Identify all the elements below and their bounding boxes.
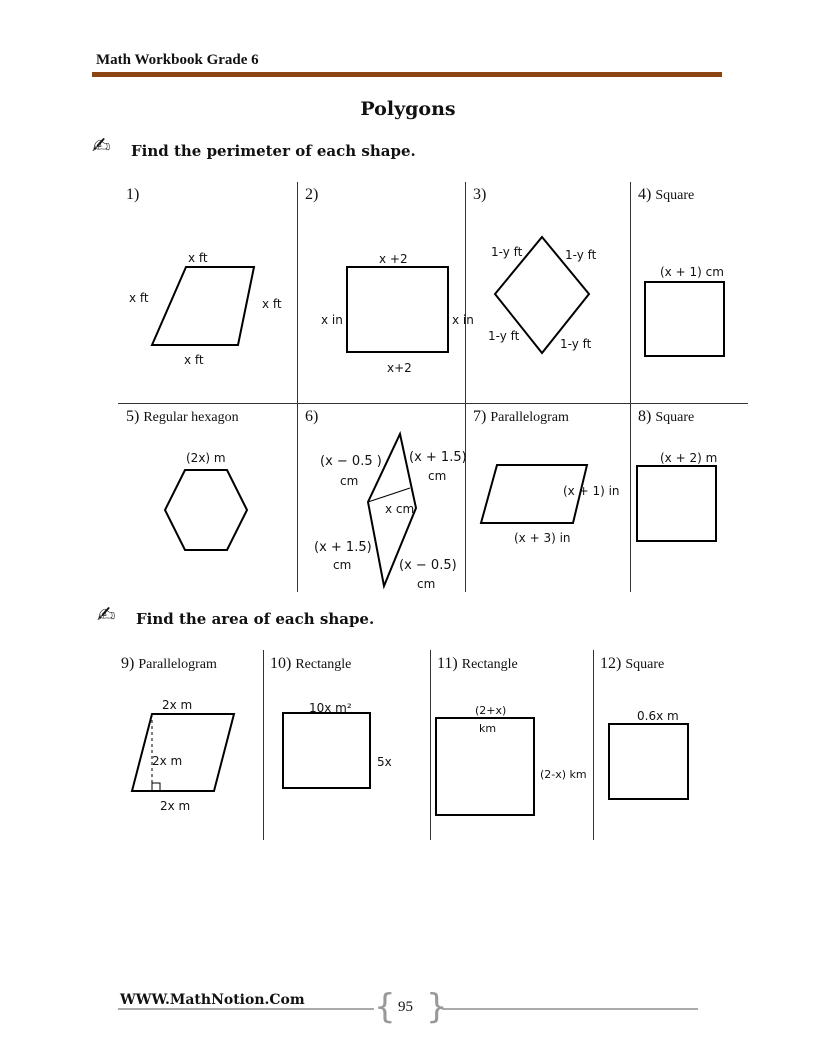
problem-6-label: 6): [305, 408, 319, 425]
grid-divider: [118, 403, 748, 404]
grid-divider: [593, 650, 594, 840]
problem-10-label: 10) Rectangle: [270, 655, 352, 672]
side-label: (x + 1.5): [409, 450, 467, 465]
side-label: 1-y ft: [488, 329, 520, 343]
side-label: cm: [340, 474, 359, 488]
side-label: (2x) m: [186, 451, 226, 465]
side-label: (x + 3) in: [514, 531, 571, 545]
side-label: x ft: [184, 353, 204, 367]
side-label: 2x m: [160, 799, 191, 813]
side-label: 2x m: [162, 698, 193, 712]
side-label: (x − 0.5): [399, 558, 457, 573]
grid-divider: [297, 182, 298, 592]
grid-divider: [263, 650, 264, 840]
side-label: (2+x): [475, 704, 507, 717]
square-shape: [608, 723, 690, 801]
side-label: (x + 1.5): [314, 540, 372, 555]
problem-11-label: 11) Rectangle: [437, 655, 518, 672]
side-label: (x − 0.5 ): [320, 454, 382, 469]
side-label: cm: [333, 558, 352, 572]
workbook-title: Math Workbook Grade 6: [96, 52, 259, 68]
rectangle-shape: [346, 266, 450, 354]
side-label: km: [479, 722, 497, 735]
side-label: cm: [428, 469, 447, 483]
side-label: (x + 1) cm: [660, 265, 724, 279]
pencil-writing-icon: ✍: [97, 603, 116, 628]
page-title: Polygons: [360, 98, 456, 120]
grid-divider: [630, 182, 631, 592]
rhombus-shape: [150, 265, 256, 347]
problem-4-label: 4) Square: [638, 186, 695, 203]
problem-5-label: 5) Regular hexagon: [126, 408, 239, 425]
side-label: (x + 1) in: [563, 484, 620, 498]
problem-7-label: 7) Parallelogram: [473, 408, 569, 425]
area-instruction: Find the area of each shape.: [136, 610, 375, 628]
side-label: 10x m²: [309, 701, 352, 715]
side-label: 1-y ft: [565, 248, 597, 262]
left-brace-icon: {: [374, 987, 396, 1027]
problem-2-label: 2): [305, 186, 319, 203]
page-number: 95: [398, 999, 413, 1015]
side-label: 2x m: [152, 754, 183, 768]
parallelogram-shape: [130, 712, 236, 794]
perimeter-instruction: Find the perimeter of each shape.: [131, 142, 416, 160]
side-label: x in: [452, 313, 474, 327]
footer-rule: [118, 1008, 374, 1010]
side-label: x ft: [262, 297, 282, 311]
problem-1-label: 1): [126, 186, 140, 203]
problem-9-label: 9) Parallelogram: [121, 655, 217, 672]
side-label: x ft: [188, 251, 208, 265]
side-label: (x + 2) m: [660, 451, 718, 465]
square-shape: [636, 465, 718, 543]
website-link[interactable]: WWW.MathNotion.Com: [120, 992, 305, 1008]
side-label: x cm: [385, 502, 415, 516]
side-label: x+2: [387, 361, 412, 375]
side-label: 5x: [377, 755, 392, 769]
right-brace-icon: }: [426, 987, 448, 1027]
hexagon-shape: [163, 468, 249, 554]
side-label: x +2: [379, 252, 408, 266]
side-label: 1-y ft: [491, 245, 523, 259]
problem-12-label: 12) Square: [600, 655, 665, 672]
side-label: x ft: [129, 291, 149, 305]
grid-divider: [465, 182, 466, 592]
side-label: (2-x) km: [540, 768, 587, 781]
side-label: x in: [321, 313, 343, 327]
header-rule: [92, 72, 722, 77]
side-label: 1-y ft: [560, 337, 592, 351]
problem-3-label: 3): [473, 186, 487, 203]
grid-divider: [430, 650, 431, 840]
problem-8-label: 8) Square: [638, 408, 695, 425]
side-label: 0.6x m: [637, 709, 679, 723]
rectangle-shape: [282, 712, 372, 790]
pencil-writing-icon: ✍: [92, 134, 111, 159]
square-shape: [644, 281, 726, 358]
footer-rule: [442, 1008, 698, 1010]
side-label: cm: [417, 577, 436, 591]
